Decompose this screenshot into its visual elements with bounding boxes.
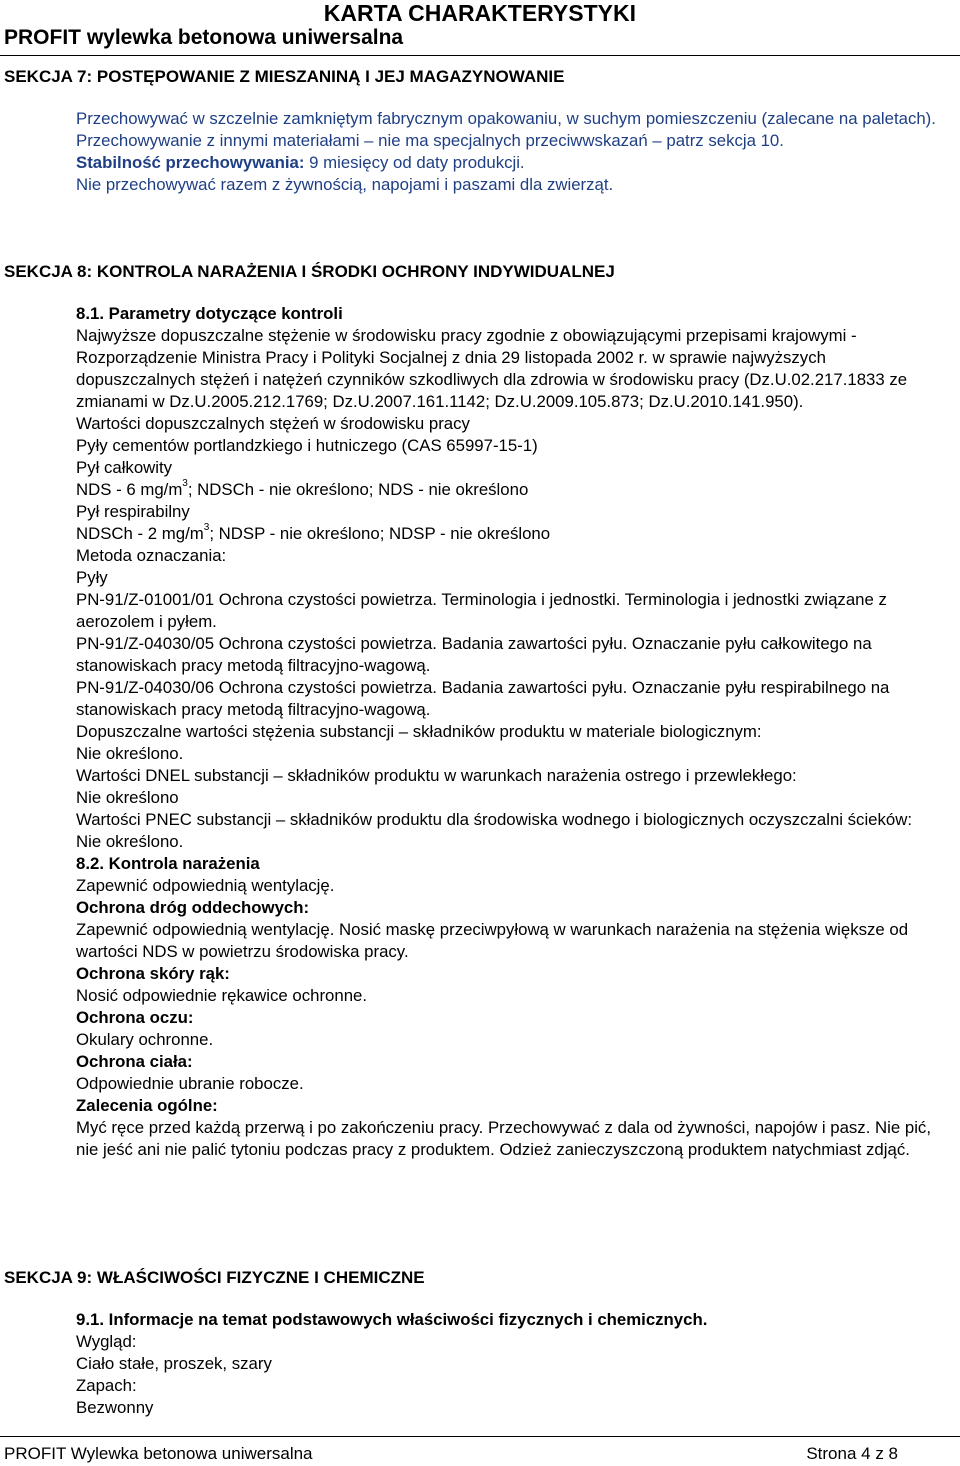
limit-values-title: Wartości dopuszczalnych stężeń w środowisku pracy bbox=[76, 414, 470, 433]
total-dust-other: ; NDSCh - nie określono; NDS - nie określono bbox=[187, 480, 529, 499]
unit-superscript: 3 bbox=[182, 478, 188, 490]
respirable-dust-label: Pył respirabilny bbox=[76, 502, 190, 521]
regulation-text: Najwyższe dopuszczalne stężenie w środowisku pracy zgodnie z obowiązującymi przepisami krajowymi - Rozporządzenie Ministra Pracy i Polityki Socjalnej z dnia 29 listopada 2002 r. w sprawie najwyższych dopuszczalnych stężeń i natężeń czynników szkodliwych dla zdrowia w środowisku pracy (Dz.U.02.217.1833 ze zmianami w Dz.U.2005.212.1769; Dz.U.2007.161.1142; Dz.U.2009.105.873; Dz.U.2010.141.950). bbox=[76, 326, 908, 411]
method-value: Pyły bbox=[76, 568, 108, 587]
appearance-value: Ciało stałe, proszek, szary bbox=[76, 1354, 272, 1373]
incompatibility-note: Przechowywanie z innymi materiałami – nie ma specjalnych przeciwwskazań – patrz sekcja 10. bbox=[76, 131, 784, 150]
section-7-heading: SEKCJA 7: POSTĘPOWANIE Z MIESZANINĄ I JEJ MAGAZYNOWANIE bbox=[4, 67, 565, 86]
pnec-label: Wartości PNEC substancji – składników produktu dla środowiska wodnego i biologicznych oczyszczalni ścieków: bbox=[76, 810, 913, 829]
standard-3: PN-91/Z-04030/06 Ochrona czystości powietrza. Badania zawartości pyłu. Oznaczanie pyłu respirabilnego na stanowiskach pracy metodą filtracyjno-wagową. bbox=[76, 678, 890, 719]
body-protection-label: Ochrona ciała: bbox=[76, 1052, 193, 1071]
body-protection-value: Odpowiednie ubranie robocze. bbox=[76, 1074, 304, 1093]
unit-superscript: 3 bbox=[203, 522, 210, 534]
stability-line bbox=[76, 152, 946, 174]
page-number: Strona 4 z 8 bbox=[806, 1444, 898, 1463]
document-title: KARTA CHARAKTERYSTYKI bbox=[323, 0, 636, 26]
dust-type: Pyły cementów portlandzkiego i hutniczego (CAS 65997-15-1) bbox=[76, 436, 538, 455]
footer-product: PROFIT Wylewka betonowa uniwersalna bbox=[4, 1444, 313, 1463]
dnel-label: Wartości DNEL substancji – składników produktu w warunkach narażenia ostrego i przewlekłego: bbox=[76, 766, 797, 785]
footer-divider bbox=[0, 1436, 960, 1437]
appearance-label: Wygląd: bbox=[76, 1332, 137, 1351]
storage-instruction: Przechowywać w szczelnie zamkniętym fabrycznym opakowaniu, w suchym pomieszczeniu (zalecane na paletach). bbox=[76, 109, 936, 128]
total-dust-limits bbox=[76, 479, 946, 501]
skin-protection-label: Ochrona skóry rąk: bbox=[76, 964, 230, 983]
odor-value: Bezwonny bbox=[76, 1398, 154, 1417]
stability-value: 9 miesięcy od daty produkcji. bbox=[304, 153, 525, 172]
pnec-value: Nie określono. bbox=[76, 832, 184, 851]
section-7-body bbox=[76, 108, 946, 196]
section-9-body bbox=[76, 1309, 946, 1419]
total-dust-nds: NDS - 6 mg/m bbox=[76, 480, 183, 499]
respirable-dust-ndsch: NDSCh - 2 mg/m bbox=[76, 524, 204, 543]
stability-label: Stabilność przechowywania: bbox=[76, 153, 305, 172]
section-8-body bbox=[76, 303, 946, 1161]
biological-value: Nie określono. bbox=[76, 744, 184, 763]
product-name: PROFIT wylewka betonowa uniwersalna bbox=[4, 26, 404, 49]
general-recommendations-label: Zalecenia ogólne: bbox=[76, 1096, 218, 1115]
section-8-heading: SEKCJA 8: KONTROLA NARAŻENIA I ŚRODKI OCHRONY INDYWIDUALNEJ bbox=[4, 262, 615, 281]
section-9-heading: SEKCJA 9: WŁAŚCIWOŚCI FIZYCZNE I CHEMICZNE bbox=[4, 1268, 425, 1287]
dnel-value: Nie określono bbox=[76, 788, 179, 807]
odor-label: Zapach: bbox=[76, 1376, 137, 1395]
subsection-9-1-title: 9.1. Informacje na temat podstawowych właściwości fizycznych i chemicznych. bbox=[76, 1310, 708, 1329]
subsection-8-1-title: 8.1. Parametry dotyczące kontroli bbox=[76, 304, 343, 323]
respiratory-protection-value: Zapewnić odpowiednią wentylację. Nosić maskę przeciwpyłową w warunkach narażenia na stężenia większe od wartości NDS w powietrzu środowiska pracy. bbox=[76, 920, 909, 961]
total-dust-label: Pył całkowity bbox=[76, 458, 173, 477]
biological-label: Dopuszczalne wartości stężenia substancji – składników produktu w materiale biologicznym: bbox=[76, 722, 762, 741]
eye-protection-value: Okulary ochronne. bbox=[76, 1030, 214, 1049]
ventilation-note: Zapewnić odpowiednią wentylację. bbox=[76, 876, 335, 895]
skin-protection-value: Nosić odpowiednie rękawice ochronne. bbox=[76, 986, 368, 1005]
storage-warning: Nie przechowywać razem z żywnością, napojami i paszami dla zwierząt. bbox=[76, 175, 614, 194]
standard-1: PN-91/Z-01001/01 Ochrona czystości powietrza. Terminologia i jednostki. Terminologia i jednostki związane z aerozolem i pyłem. bbox=[76, 590, 887, 631]
eye-protection-label: Ochrona oczu: bbox=[76, 1008, 194, 1027]
general-recommendations-value: Myć ręce przed każdą przerwą i po zakończeniu pracy. Przechowywać z dala od żywności, napojów i pasz. Nie pić, nie jeść ani nie palić tytoniu podczas pracy z produktem. Odzież zanieczyszczoną produktem natychmiast zdjąć. bbox=[76, 1118, 931, 1159]
standard-2: PN-91/Z-04030/05 Ochrona czystości powietrza. Badania zawartości pyłu. Oznaczanie pyłu całkowitego na stanowiskach pracy metodą filtracyjno-wagową. bbox=[76, 634, 872, 675]
header-divider bbox=[0, 55, 960, 56]
method-label: Metoda oznaczania: bbox=[76, 546, 227, 565]
subsection-8-2-title: 8.2. Kontrola narażenia bbox=[76, 854, 260, 873]
respirable-dust-limits bbox=[76, 523, 946, 545]
respirable-dust-other: ; NDSP - nie określono; NDSP - nie określono bbox=[209, 524, 551, 543]
respiratory-protection-label: Ochrona dróg oddechowych: bbox=[76, 898, 310, 917]
